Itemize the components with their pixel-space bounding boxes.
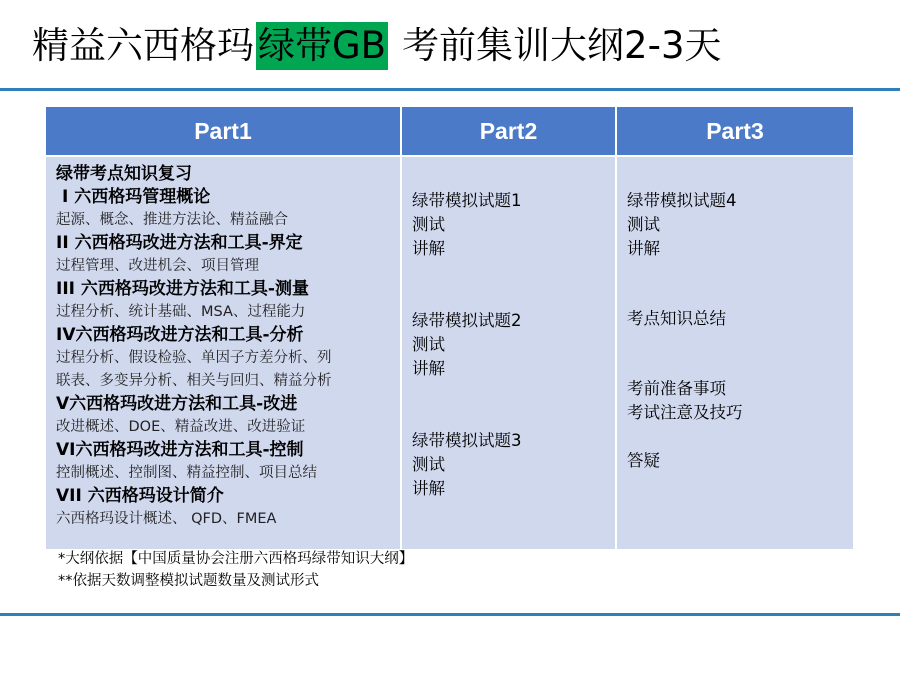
footnote: **依据天数调整模拟试题数量及测试形式 — [58, 573, 319, 589]
mock-exam-line: 讲解 — [412, 479, 445, 498]
part1-heading: 绿带考点知识复习 — [56, 164, 192, 184]
part3-group — [627, 449, 853, 473]
section-detail: 六西格玛设计概述、 QFD、FMEA — [56, 511, 277, 527]
section-title: V六西格玛改进方法和工具-改进 — [56, 394, 298, 414]
header-part1: Part1 — [46, 107, 401, 156]
mock-exam-title: 绿带模拟试题3 — [412, 431, 522, 450]
section-detail: 过程管理、改进机会、项目管理 — [56, 258, 259, 274]
mock-exam-group — [412, 189, 615, 261]
section-detail: 起源、概念、推进方法论、精益融合 — [56, 212, 288, 228]
bottom-divider — [0, 613, 900, 616]
mock-exam-title: 绿带模拟试题2 — [412, 311, 522, 330]
outline-table — [46, 107, 853, 549]
section-title: VI六西格玛改进方法和工具-控制 — [56, 440, 304, 460]
part2-cell — [401, 156, 616, 549]
section-title: III 六西格玛改进方法和工具-测量 — [56, 279, 309, 299]
part1-cell — [46, 156, 401, 549]
part3-group — [627, 307, 853, 331]
part3-line: 讲解 — [627, 239, 660, 258]
part3-title: 考点知识总结 — [627, 309, 726, 328]
mock-exam-line: 测试 — [412, 335, 445, 354]
mock-exam-line: 测试 — [412, 455, 445, 474]
section-title: Ⅰ 六西格玛管理概论 — [62, 187, 211, 207]
table-body-row — [46, 156, 853, 549]
section-detail: 改进概述、DOE、精益改进、改进验证 — [56, 419, 306, 435]
section-detail-continued: 联表、多变异分析、相关与回归、精益分析 — [56, 373, 332, 389]
footnote: *大纲依据【中国质量协会注册六西格玛绿带知识大纲】 — [58, 551, 414, 567]
mock-exam-line: 讲解 — [412, 359, 445, 378]
top-divider — [0, 88, 900, 91]
part3-title: 考前准备事项 — [627, 379, 726, 398]
section-detail: 过程分析、统计基础、MSA、过程能力 — [56, 304, 306, 320]
mock-exam-line: 讲解 — [412, 239, 445, 258]
page-title — [32, 14, 722, 78]
section-title: II 六西格玛改进方法和工具-界定 — [56, 233, 303, 253]
part3-cell — [616, 156, 853, 549]
part3-line: 考试注意及技巧 — [627, 403, 743, 422]
part3-group — [627, 189, 853, 261]
part3-group — [627, 377, 853, 425]
mock-exam-line: 测试 — [412, 215, 445, 234]
header-part2: Part2 — [401, 107, 616, 156]
title-suffix: 考前集训大纲2-3天 — [402, 24, 722, 67]
mock-exam-title: 绿带模拟试题1 — [412, 191, 522, 210]
section-title: VII 六西格玛设计简介 — [56, 486, 224, 506]
section-detail: 控制概述、控制图、精益控制、项目总结 — [56, 465, 317, 481]
title-highlight: 绿带GB — [256, 22, 388, 70]
section-title: IV六西格玛改进方法和工具-分析 — [56, 325, 304, 345]
footnotes — [58, 548, 413, 592]
part3-title: 绿带模拟试题4 — [627, 191, 737, 210]
mock-exam-group — [412, 429, 615, 501]
table-header-row — [46, 107, 853, 156]
mock-exam-group — [412, 309, 615, 381]
section-detail: 过程分析、假设检验、单因子方差分析、列 — [56, 350, 332, 366]
part3-title: 答疑 — [627, 451, 660, 470]
part3-line: 测试 — [627, 215, 660, 234]
header-part3: Part3 — [616, 107, 853, 156]
title-prefix: 精益六西格玛 — [32, 24, 254, 67]
